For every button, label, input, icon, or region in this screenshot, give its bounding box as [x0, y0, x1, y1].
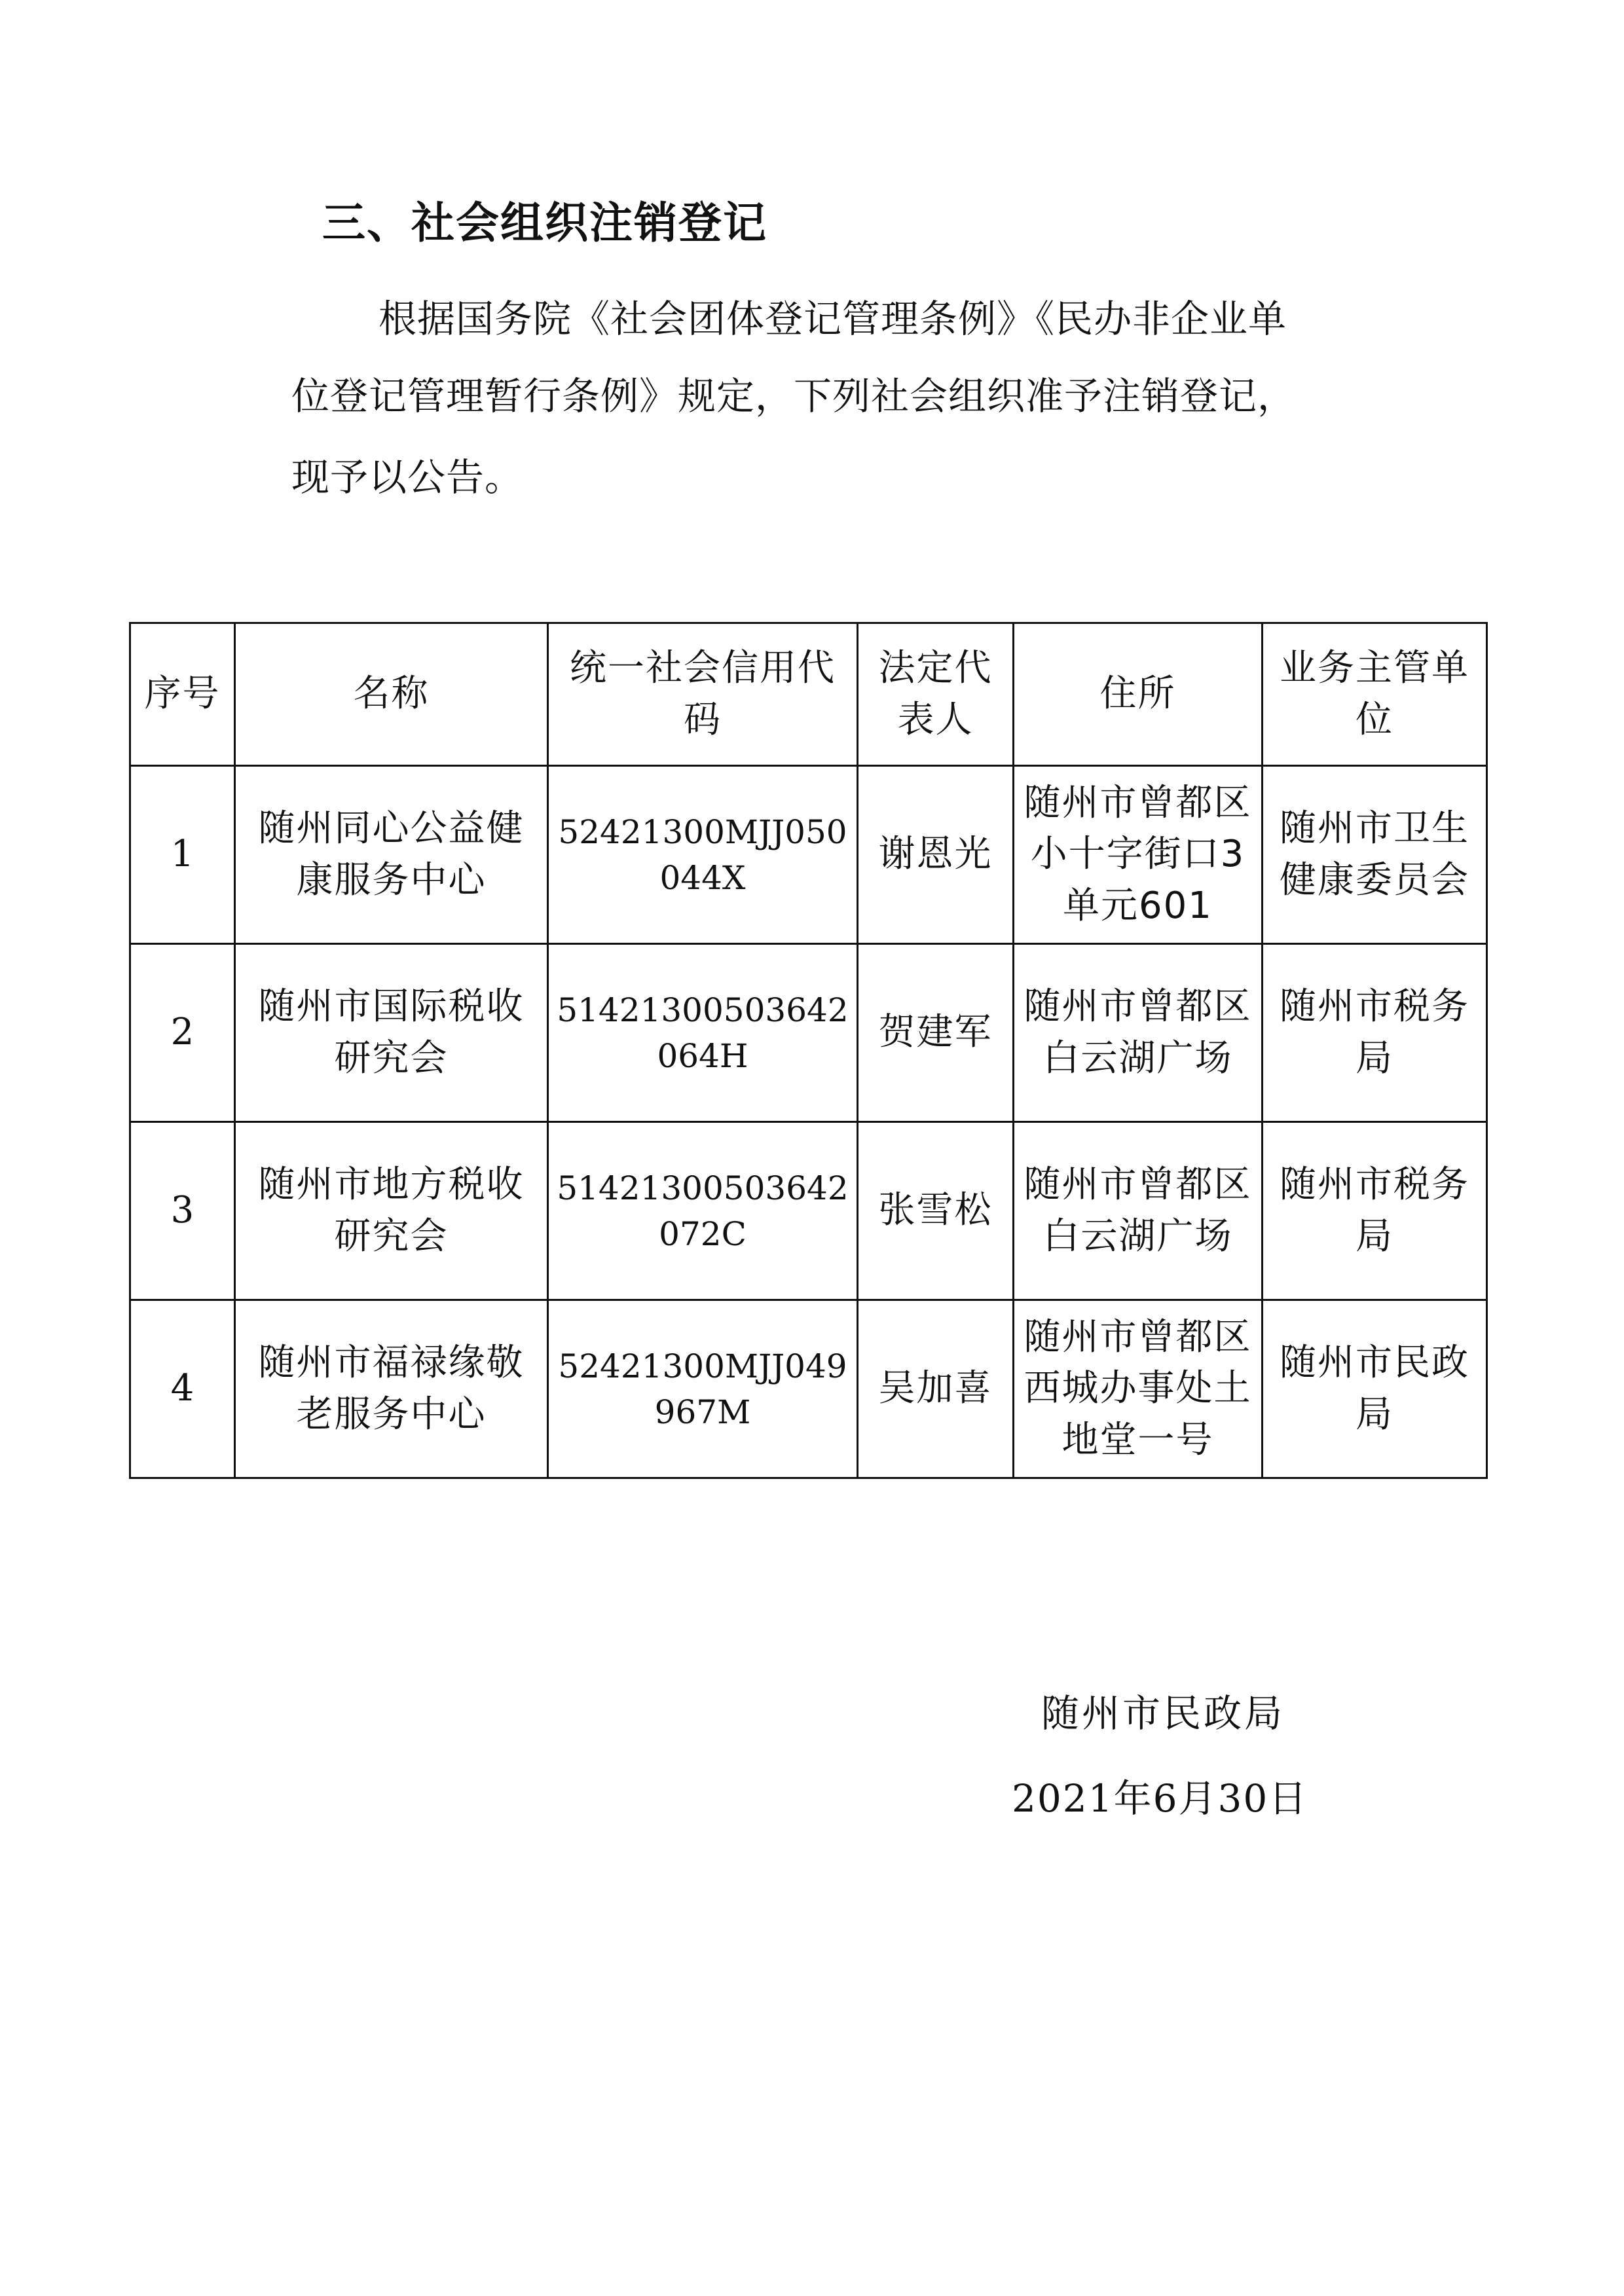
header-credit-code: 统一社会信用代码	[548, 623, 858, 766]
cell-address: 随州市曾都区小十字街口3单元601	[1014, 766, 1263, 944]
table-row	[130, 1300, 1487, 1478]
paragraph-line-2: 位登记管理暂行条例》规定，下列社会组织准予注销登记，	[291, 374, 1297, 418]
header-address: 住所	[1014, 623, 1263, 766]
table-row	[130, 1122, 1487, 1300]
cell-seq: 1	[130, 766, 235, 944]
cell-credit-code: 51421300503642072C	[548, 1122, 858, 1300]
cell-supervisor: 随州市民政局	[1263, 1300, 1487, 1478]
cell-supervisor: 随州市卫生健康委员会	[1263, 766, 1487, 944]
section-heading: 三、社会组织注销登记	[322, 198, 767, 248]
header-name: 名称	[235, 623, 548, 766]
header-supervisor: 业务主管单位	[1263, 623, 1487, 766]
table-row	[130, 766, 1487, 944]
cell-credit-code: 51421300503642064H	[548, 944, 858, 1122]
cell-legal-rep: 吴加喜	[858, 1300, 1014, 1478]
issue-date: 2021年6月30日	[1012, 1776, 1308, 1821]
cell-legal-rep: 谢恩光	[858, 766, 1014, 944]
cell-name: 随州同心公益健康服务中心	[235, 766, 548, 944]
cell-seq: 4	[130, 1300, 235, 1478]
cell-legal-rep: 张雪松	[858, 1122, 1014, 1300]
table-row	[130, 944, 1487, 1122]
cell-credit-code: 52421300MJJ050044X	[548, 766, 858, 944]
cell-name: 随州市地方税收研究会	[235, 1122, 548, 1300]
cell-name: 随州市福禄缘敬老服务中心	[235, 1300, 548, 1478]
cell-supervisor: 随州市税务局	[1263, 944, 1487, 1122]
cell-seq: 3	[130, 1122, 235, 1300]
header-legal-rep: 法定代表人	[858, 623, 1014, 766]
header-seq: 序号	[130, 623, 235, 766]
deregistration-table	[129, 622, 1486, 1479]
table-header-row	[130, 623, 1487, 766]
paragraph-line-1: 根据国务院《社会团体登记管理条例》《民办非企业单	[378, 297, 1287, 341]
cell-address: 随州市曾都区西城办事处土地堂一号	[1014, 1300, 1263, 1478]
cell-seq: 2	[130, 944, 235, 1122]
paragraph-line-3: 现予以公告。	[291, 455, 524, 500]
cell-supervisor: 随州市税务局	[1263, 1122, 1487, 1300]
cell-legal-rep: 贺建军	[858, 944, 1014, 1122]
cell-address: 随州市曾都区白云湖广场	[1014, 944, 1263, 1122]
cell-address: 随州市曾都区白云湖广场	[1014, 1122, 1263, 1300]
cell-credit-code: 52421300MJJ049967M	[548, 1300, 858, 1478]
issuer-name: 随州市民政局	[1041, 1691, 1285, 1736]
cell-name: 随州市国际税收研究会	[235, 944, 548, 1122]
